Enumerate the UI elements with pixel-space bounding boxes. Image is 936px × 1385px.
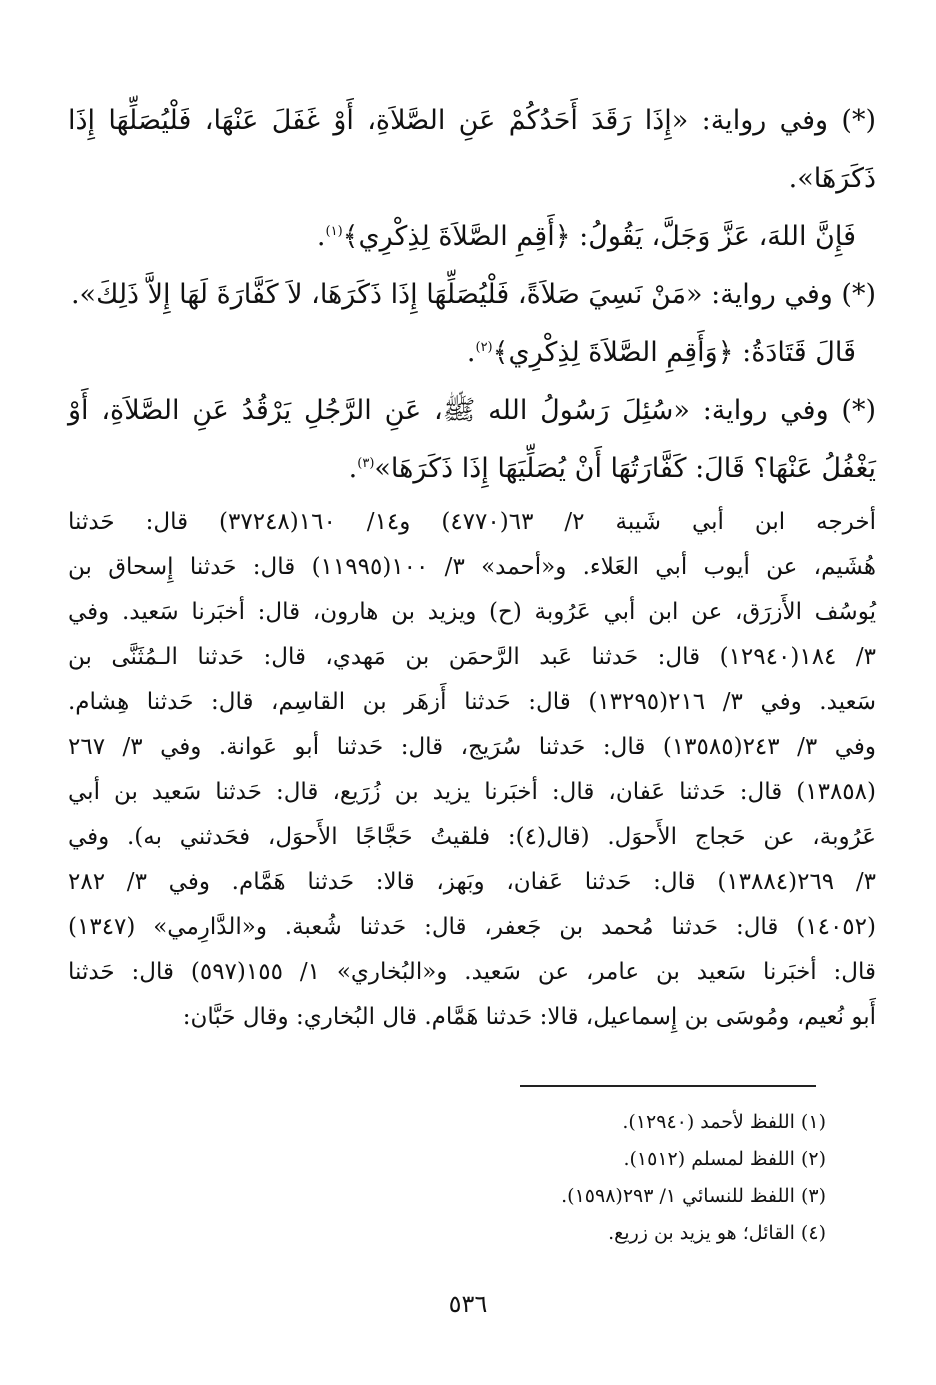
takhrij-line: عَرُوبة، عن حَجاج الأَحوَل. (قال(٤): فلقيتُ حَجَّاجًا الأَحوَل، فحَدثني به). وفي — [68, 824, 876, 850]
takhrij-block — [68, 500, 876, 1040]
takhrij-line: هُشَيم، عن أيوب أبي العَلاء. و«أحمد» ٣/ ١٠٠(١١٩٩٥) قال: حَدثنا إِسحاق بن — [68, 554, 877, 580]
hadith-paragraph-2: فَإِنَّ اللهَ، عَزَّ وَجَلَّ، يَقُولُ: ﴿أَقِمِ الصَّلاَةَ لِذِكْرِي﴾$^{(١)}$. — [316, 221, 856, 252]
hadith-paragraph-1: (*) وفي رواية: «إِذَا رَقَدَ أَحَدُكُمْ عَنِ الصَّلاَةِ، أَوْ غَفَلَ عَنْهَا، فَلْيُصَلِّهَا إِذَا ذَكَرَهَا». — [68, 105, 876, 194]
footnote-separator — [520, 1085, 816, 1087]
takhrij-line: قال: أخبَرنا سَعيد بن عامر، عن سَعيد. و«البُخاري» ١/ ١٥٥(٥٩٧) قال: حَدثنا — [68, 959, 877, 985]
takhrij-line: ٣/ ١٨٤(١٢٩٤٠) قال: حَدثنا عَبد الرَّحمَن بن مَهدي، قال: حَدثنا الـمُثَنَّى بن — [68, 644, 876, 670]
takhrij-line: (١٣٨٥٨) قال: حَدثنا عَفان، قال: أخبَرنا يزيد بن زُرَيع، قال: حَدثنا سَعيد بن أبي — [68, 779, 876, 805]
footnote-ref-2[interactable]: (٢) — [475, 340, 493, 355]
footnote-2: (٢) اللفظ لمسلم (١٥١٢). — [623, 1148, 826, 1170]
takhrij-line: أَبو نُعيم، ومُوسَى بن إِسماعيل، قالا: حَدثنا هَمَّام. قال البُخاري: وقال حَبَّان: — [182, 1004, 876, 1030]
footnote-ref-3[interactable]: (٣) — [357, 456, 375, 471]
takhrij-line: سَعيد. وفي ٣/ ٢١٦(١٣٢٩٥) قال: حَدثنا أَزهَر بن القاسِم، قال: حَدثنا هِشام. — [68, 689, 876, 715]
takhrij-line: وفي ٣/ ٢٤٣(١٣٥٨٥) قال: حَدثنا سُرَيج، قال: حَدثنا أبو عَوانة. وفي ٣/ ٢٦٧ — [68, 734, 876, 760]
footnote-1: (١) اللفظ لأحمد (١٢٩٤٠). — [622, 1111, 826, 1133]
takhrij-line: أخرجه ابن أبي شَيبة ٢/ ٦٣(٤٧٧٠) و١٤/ ١٦٠(٣٧٢٤٨) قال: حَدثنا — [68, 509, 876, 535]
footnote-ref-1[interactable]: (١) — [325, 224, 343, 239]
takhrij-line: ٣/ ٢٦٩(١٣٨٨٤) قال: حَدثنا عَفان، وبَهز، قالا: حَدثنا هَمَّام. وفي ٣/ ٢٨٢ — [68, 869, 877, 895]
footnotes — [561, 1104, 826, 1252]
footnote-4: (٤) القائل؛ هو يزيد بن زريع. — [608, 1222, 826, 1244]
takhrij-line: (١٤٠٥٢) قال: حَدثنا مُحمد بن جَعفر، قال: حَدثنا شُعبة. و«الدَّارِمي» (١٣٤٧) — [68, 914, 876, 940]
takhrij-line: يُوسُف الأَزرَق، عن ابن أبي عَرُوبة (ح) ويزيد بن هارون، قال: أخبَرنا سَعيد. وفي — [68, 599, 876, 625]
footnote-3: (٣) اللفظ للنسائي ١/ ٢٩٣(١٥٩٨). — [561, 1185, 826, 1207]
page-number: ٥٣٦ — [448, 1290, 488, 1318]
hadith-paragraph-4: قَالَ قَتَادَةُ: ﴿وَأَقِمِ الصَّلاَةَ لِذِكْرِي﴾$^{(٢)}$. — [466, 337, 856, 368]
hadith-paragraph-3: (*) وفي رواية: «مَنْ نَسِيَ صَلاَةً، فَلْيُصَلِّهَا إِذَا ذَكَرَهَا، لاَ كَفَّارَةَ لَهَا إِلاَّ ذَلِكَ». — [70, 279, 876, 310]
hadith-paragraph-5: (*) وفي رواية: «سُئِلَ رَسُولُ الله ﷺ، عَنِ الرَّجُلِ يَرْقُدُ عَنِ الصَّلاَةِ، أَوْ يَغْفُلُ عَنْهَا؟ قَالَ: كَفَّارَتُهَا أَنْ يُصَلِّيَهَا إِذَا ذَكَرَهَا»$^{(٣)}$. — [68, 395, 876, 484]
hadith-text-block — [68, 92, 876, 498]
